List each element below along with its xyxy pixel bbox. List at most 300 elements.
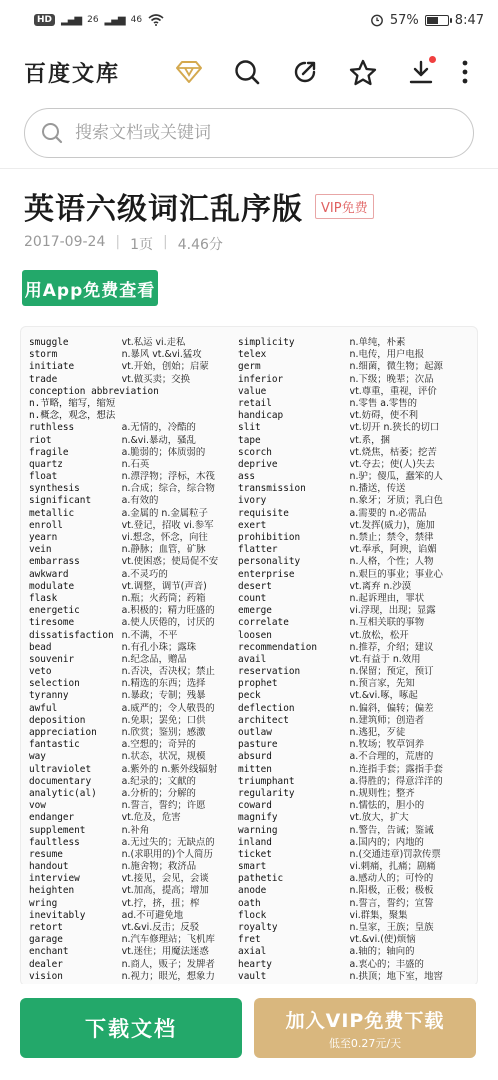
network-2-label: 46: [130, 15, 143, 25]
vocab-word: endanger: [29, 812, 75, 824]
header-divider: [0, 168, 498, 169]
vocab-definition: n.状态，状况，规模: [121, 751, 206, 763]
vocab-definition: n.精选的东西；选择: [121, 678, 206, 690]
vocab-word: resume: [29, 848, 63, 860]
vocab-row: [29, 910, 471, 922]
open-in-app-button[interactable]: 用App免费查看: [22, 270, 158, 306]
vocab-row: [29, 459, 471, 471]
vocab-word: recommendation: [238, 641, 318, 653]
vocab-word: appreciation: [29, 727, 97, 738]
vocab-row: [29, 630, 471, 642]
vocab-row: [29, 386, 471, 398]
notification-dot: [429, 56, 436, 63]
vip-price-label: 低至0.27元/天: [328, 1036, 402, 1050]
vocab-word: quartz: [29, 458, 63, 470]
vocab-word: metallic: [29, 507, 75, 519]
vocab-row: [29, 788, 471, 800]
vocab-definition: n.建筑师；创造者: [349, 714, 425, 726]
vocab-definition: a.无过失的；无缺点的: [121, 836, 215, 848]
vocab-definition: n.逃犯，歹徒: [349, 727, 406, 738]
vocab-definition: n.起诉理由，罪状: [349, 592, 425, 604]
vocab-definition: n.誓言，誓约；宣誓: [349, 897, 434, 909]
vocab-definition: vt.发挥(威力)，施加: [349, 519, 435, 531]
vocab-definition: n.牧场；牧草饲养: [349, 739, 425, 751]
vocab-word: handout: [29, 861, 69, 873]
vocab-word: ass: [238, 471, 255, 483]
vocab-row: [29, 715, 471, 727]
vocab-word: significant: [29, 495, 92, 507]
vocab-definition: a.纪录的；文献的: [121, 775, 196, 787]
vocab-row: [29, 946, 471, 958]
vocab-definition: vt.迷住；用魔法迷惑: [121, 946, 209, 958]
vocab-row: [29, 593, 471, 605]
vocab-word: warning: [238, 824, 278, 836]
document-score: 4.46分: [177, 237, 223, 253]
vocab-word: outlaw: [238, 727, 272, 738]
search-field-icon: [41, 122, 63, 144]
vocab-word: architect: [238, 714, 289, 726]
vocab-row: [29, 873, 471, 885]
vocab-row: [29, 471, 471, 483]
vocab-definition: a.威严的；令人敬畏的: [121, 702, 215, 714]
vocab-word: count: [238, 592, 267, 604]
vocab-word: loosen: [238, 629, 272, 641]
vocab-row: [29, 520, 471, 532]
vocab-word: faultless: [29, 836, 80, 848]
vocab-word: personality: [238, 556, 301, 568]
vocab-word: energetic: [29, 605, 80, 617]
vocab-row: [29, 349, 471, 361]
vocab-word: n.节略，缩写，缩短: [29, 397, 116, 409]
vocab-definition: vt.拧，挤，扭；榨: [121, 897, 200, 909]
vocab-word: awful: [29, 702, 58, 714]
battery-fill: [427, 17, 438, 24]
vocab-definition: vt.使困惑；使局促不安: [121, 556, 219, 568]
vocab-word: transmission: [238, 483, 306, 495]
vocab-definition: vt.开始，创始；启蒙: [121, 361, 209, 373]
star-icon[interactable]: [334, 50, 392, 94]
vocab-word: documentary: [29, 775, 92, 787]
vocab-word: ruthless: [29, 422, 75, 434]
status-right: [370, 13, 484, 28]
vip-diamond-icon[interactable]: [160, 50, 218, 94]
vocab-row: [29, 727, 471, 739]
vocab-definition: vt.接见，会见，会谈: [121, 873, 209, 885]
vocab-definition: n.警告，告诫；鉴诫: [349, 824, 434, 836]
share-icon[interactable]: [276, 50, 334, 94]
vocab-definition: a.需要的 n.必需品: [349, 507, 427, 519]
vocab-definition: a.空想的；奇异的: [121, 739, 196, 751]
vocab-word: telex: [238, 349, 267, 361]
vocab-row: [29, 959, 471, 971]
vocab-word: pasture: [238, 739, 278, 751]
vocab-word: supplement: [29, 824, 86, 836]
vocab-word: dealer: [29, 958, 63, 970]
vocab-word: deposition: [29, 714, 86, 726]
vocab-definition: vt.离弃 n.沙漠: [349, 580, 412, 592]
top-nav: [0, 44, 498, 100]
vocab-word: flatter: [238, 544, 278, 556]
vocab-row: [29, 642, 471, 654]
network-1-label: 26: [87, 15, 99, 25]
vocab-row: [29, 422, 471, 434]
vocab-definition: n.施舍物；救济品: [121, 861, 197, 873]
vocab-row: [29, 374, 471, 386]
vocab-definition: n.漂浮物；浮标，木筏: [121, 471, 215, 483]
meta-separator: |: [163, 234, 168, 250]
vocab-definition: n.懦怯的，胆小的: [349, 800, 425, 812]
battery-percent: 57%: [389, 12, 419, 28]
vocab-definition: n.欣赏；鉴别；感激: [121, 727, 206, 738]
vocab-definition: n.拱顶；地下室，地窖: [349, 970, 443, 982]
vocab-word: handicap: [238, 410, 284, 422]
vocab-word: flask: [29, 592, 58, 604]
vocab-word: flock: [238, 909, 267, 921]
vocab-row: [29, 678, 471, 690]
vocab-definition: vt.妨碍，使不利: [349, 410, 419, 422]
vocab-word: requisite: [238, 507, 289, 519]
vocab-definition: n.&vi.暴动，骚乱: [121, 434, 196, 446]
vocab-definition: n.(交通违章)罚款传票: [349, 848, 441, 860]
vocab-word: enchant: [29, 946, 69, 958]
vocab-word: enroll: [29, 519, 63, 531]
vocab-definition: vt.放松，松开: [349, 629, 409, 641]
vocab-definition: vi.群集，聚集: [349, 909, 408, 921]
vocab-word: triumphant: [238, 775, 295, 787]
search-input[interactable]: [75, 123, 435, 143]
document-meta: [24, 234, 223, 254]
vocab-definition: n.连指手套；露指手套: [349, 763, 443, 775]
alarm-icon: [370, 13, 384, 27]
vocab-word: wring: [29, 897, 58, 909]
vocab-row: [29, 495, 471, 507]
vocab-word: veto: [29, 666, 52, 678]
vocab-word: vein: [29, 544, 52, 556]
vocab-row: [29, 837, 471, 849]
vocab-definition: n.商人，贩子；发牌者: [121, 958, 215, 970]
vocab-word: value: [238, 385, 267, 397]
vocab-word: ivory: [238, 495, 267, 507]
vocab-definition: n.阳极，正极；极板: [349, 885, 434, 897]
vocab-definition: vt.奉承，阿谀，谄媚: [349, 544, 437, 556]
vocab-word: magnify: [238, 812, 278, 824]
meta-separator: |: [115, 234, 121, 250]
vocab-definition: a.不合理的，荒唐的: [349, 751, 434, 763]
download-document-button[interactable]: 下载文档: [20, 998, 242, 1058]
vocab-definition: n.有孔小珠；露珠: [121, 641, 197, 653]
vocab-definition: a.不灵巧的: [121, 568, 168, 580]
vocab-word: prohibition: [238, 532, 301, 543]
vocab-word: regularity: [238, 787, 295, 799]
vocab-row: [29, 885, 471, 897]
vocab-word: absurd: [238, 751, 272, 763]
vocab-word: exert: [238, 519, 267, 531]
vocab-definition: vt.私运 vi.走私: [121, 337, 186, 348]
vocab-word: n.概念，观念，想法: [29, 410, 116, 422]
vocab-row: [29, 776, 471, 788]
vocab-definition: vt.做买卖；交换: [121, 373, 191, 385]
vocab-word: reservation: [238, 666, 301, 678]
nav-icons: [160, 50, 480, 94]
vocab-row: [29, 800, 471, 812]
vocab-definition: a.衷心的；丰盛的: [349, 958, 424, 970]
vocab-word: vision: [29, 970, 63, 982]
vocab-definition: n.暴政；专制；残暴: [121, 690, 206, 702]
vocab-definition: a.无情的，冷酷的: [121, 422, 196, 434]
vocab-word: slit: [238, 422, 261, 434]
vocab-row: [29, 556, 471, 568]
vocab-word: smuggle: [29, 337, 69, 348]
vocab-word: emerge: [238, 605, 272, 617]
vocab-row: [29, 825, 471, 837]
vocab-definition: n.下级；晚辈；次品: [349, 373, 434, 385]
vocab-row: [29, 544, 471, 556]
vocab-definition: vt.&vi.啄，啄起: [349, 690, 418, 702]
vocab-word: retail: [238, 397, 272, 409]
vocab-definition: n.纪念品，赠品: [121, 653, 187, 665]
document-date: 2017-09-24: [24, 234, 106, 250]
vocab-row: [29, 849, 471, 861]
vocab-definition: vt.有益于 n.效用: [349, 653, 421, 665]
vocab-definition: n.播送，传送: [349, 483, 406, 495]
vocab-word: trade: [29, 373, 58, 385]
vocab-word: anode: [238, 885, 267, 897]
vocab-word: inferior: [238, 373, 284, 385]
vocab-definition: n.誓言，誓约；许愿: [121, 800, 206, 812]
vocab-definition: vt.&vi.反击；反驳: [121, 922, 200, 933]
vocab-word: pathetic: [238, 873, 284, 885]
vocab-word: fantastic: [29, 739, 80, 751]
vocab-row: [29, 764, 471, 776]
vocab-word: prophet: [238, 678, 278, 690]
hd-badge: HD: [34, 14, 55, 26]
vocab-definition: n.补角: [121, 824, 150, 836]
vocab-definition: vt.登记，招收 vi.参军: [121, 519, 214, 531]
vocab-word: desert: [238, 580, 272, 592]
vocab-row: [29, 898, 471, 910]
vocab-definition: a.有效的: [121, 495, 159, 507]
vocab-definition: n.规则性；整齐: [349, 787, 415, 799]
vocab-word: storm: [29, 349, 58, 361]
vocab-definition: n.预言家，先知: [349, 678, 415, 690]
search-icon[interactable]: [218, 50, 276, 94]
vocab-row: [29, 739, 471, 751]
vocab-row: [29, 703, 471, 715]
vocab-definition: n.瓶；火药筒；药箱: [121, 592, 206, 604]
vocab-row: [29, 398, 471, 410]
bottom-action-bar: [0, 984, 498, 1080]
vocab-row: [29, 581, 471, 593]
vocab-word: conception abbreviation: [29, 385, 159, 397]
vocab-definition: ad.不可避免地: [121, 909, 184, 921]
vocab-row: [29, 971, 471, 983]
vocab-row: [29, 690, 471, 702]
vocab-word: deprive: [238, 458, 278, 470]
vocab-word: fragile: [29, 446, 69, 458]
signal-1-icon: ▂▄▆: [61, 14, 82, 26]
vocab-definition: vt.&vi.(使)烦恼: [349, 934, 416, 946]
vocab-row: [29, 508, 471, 520]
vocab-word: embarrass: [29, 556, 80, 568]
vocab-definition: n.汽车修理站；飞机库: [121, 934, 215, 946]
vocab-word: axial: [238, 946, 267, 958]
vocab-row: [29, 435, 471, 447]
vocab-definition: n.皇家，王族；皇族: [349, 922, 434, 933]
vocab-row: [29, 654, 471, 666]
vocab-definition: n.视力；眼光，想象力: [121, 970, 215, 982]
vocab-word: ultraviolet: [29, 763, 92, 775]
vocab-row: [29, 922, 471, 934]
vocab-definition: n.免职；罢免；口供: [121, 714, 206, 726]
vocab-definition: n.合成；综合，综合物: [121, 483, 215, 495]
vocab-row: [29, 337, 471, 349]
vocab-word: deflection: [238, 702, 295, 714]
vocab-definition: n.人格，个性；人物: [349, 556, 434, 568]
vocab-definition: vt.系，捆: [349, 434, 390, 446]
vocab-word: initiate: [29, 361, 75, 373]
status-bar: [0, 0, 498, 40]
vocab-word: smart: [238, 861, 267, 873]
vocab-definition: n.不满，不平: [121, 629, 178, 641]
vocab-definition: vt.尊重，重视，评价: [349, 385, 437, 397]
vocab-definition: n.偏斜，偏转；偏差: [349, 702, 434, 714]
vocab-definition: n.禁止；禁令，禁律: [349, 532, 434, 543]
vocab-definition: a.积极的；精力旺盛的: [121, 605, 215, 617]
vocab-word: tape: [238, 434, 261, 446]
vocab-word: peck: [238, 690, 261, 702]
vocab-definition: n.电传，用户电报: [349, 349, 425, 361]
vocab-row: [29, 605, 471, 617]
vocab-word: royalty: [238, 922, 278, 933]
vocab-definition: n.暴风 vt.&vi.猛攻: [121, 349, 202, 361]
vocab-word: correlate: [238, 617, 289, 629]
vocab-row: [29, 666, 471, 678]
vocab-word: interview: [29, 873, 80, 885]
vocab-word: tyranny: [29, 690, 69, 702]
vocab-row: [29, 812, 471, 824]
vocab-definition: a.得胜的；得意洋洋的: [349, 775, 443, 787]
vocab-definition: vi.浮现，出现；显露: [349, 605, 436, 617]
vocab-word: oath: [238, 897, 261, 909]
vocab-definition: vt.夺去；使(人)失去: [349, 458, 435, 470]
vocab-definition: vt.放大，扩大: [349, 812, 409, 824]
vocab-definition: vi.想念，怀念，向往: [121, 532, 208, 543]
vocab-word: heighten: [29, 885, 75, 897]
vocab-row: [29, 483, 471, 495]
vocab-word: souvenir: [29, 653, 75, 665]
more-icon[interactable]: [450, 50, 480, 94]
vocab-definition: n.细菌，微生物；起源: [349, 361, 443, 373]
vocab-word: scorch: [238, 446, 272, 458]
vocab-definition: n.象牙；牙质；乳白色: [349, 495, 443, 507]
vocab-definition: vt.调整，调节(声音): [121, 580, 207, 592]
vocab-definition: n.驴；傻瓜，蠢笨的人: [349, 471, 443, 483]
vocab-definition: a.分析的；分解的: [121, 787, 196, 799]
vocab-word: modulate: [29, 580, 75, 592]
vocab-definition: n.单纯，朴素: [349, 337, 406, 348]
vocab-word: hearty: [238, 958, 272, 970]
vocab-definition: n.否决，否决权；禁止: [121, 666, 215, 678]
vocab-word: way: [29, 751, 46, 763]
vocab-word: vault: [238, 970, 267, 982]
search-bar[interactable]: [24, 108, 474, 158]
vocab-definition: vt.切开 n.狭长的切口: [349, 422, 440, 434]
vocab-row: [29, 410, 471, 422]
vocab-row: [29, 751, 471, 763]
vocab-word: selection: [29, 678, 80, 690]
vocab-definition: a.使人厌倦的，讨厌的: [121, 617, 215, 629]
vocab-definition: n.零售 a.零售的: [349, 397, 418, 409]
vocab-definition: vt.危及，危害: [121, 812, 181, 824]
vocab-word: tiresome: [29, 617, 75, 629]
vocab-word: synthesis: [29, 483, 80, 495]
vocab-definition: n.保留；预定，预订: [349, 666, 434, 678]
vocab-word: ticket: [238, 848, 272, 860]
vocab-word: fret: [238, 934, 261, 946]
vocab-row: [29, 569, 471, 581]
baidu-wenku-logo[interactable]: 百度文库: [24, 61, 121, 87]
vocab-definition: a.紫外的 n.紫外线辐射: [121, 763, 218, 775]
vocab-word: enterprise: [238, 568, 295, 580]
document-preview[interactable]: [20, 326, 478, 986]
vocab-word: germ: [238, 361, 261, 373]
vocab-word: analytic(al): [29, 787, 97, 799]
vocab-row: [29, 361, 471, 373]
signal-2-icon: ▂▄▆: [104, 14, 125, 26]
title-row: [24, 184, 374, 228]
vip-free-badge: VIP免费: [315, 194, 374, 219]
battery-icon: [425, 15, 449, 26]
vocab-word: retort: [29, 922, 63, 933]
vocab-definition: a.感动人的；可怜的: [349, 873, 434, 885]
vocab-word: bead: [29, 641, 52, 653]
vocab-definition: n.互相关联的事物: [349, 617, 425, 629]
vocab-word: inevitably: [29, 909, 86, 921]
download-icon[interactable]: [392, 50, 450, 94]
vocab-word: garage: [29, 934, 63, 946]
vocab-word: awkward: [29, 568, 69, 580]
document-title: 英语六级词汇乱序版: [24, 192, 303, 227]
vocab-word: yearn: [29, 532, 58, 543]
vocab-word: simplicity: [238, 337, 295, 348]
vocab-definition: a.金属的 n.金属粒子: [121, 507, 208, 519]
vocab-definition: vi.刺痛，扎痛；剧痛: [349, 861, 436, 873]
vocab-word: riot: [29, 434, 52, 446]
vocab-row: [29, 861, 471, 873]
vocab-definition: vt.加高，提高；增加: [121, 885, 209, 897]
document-pages: 1页: [130, 237, 154, 253]
vocab-definition: vt.烧焦，枯萎；挖苦: [349, 446, 437, 458]
vocab-word: coward: [238, 800, 272, 812]
vocab-row: [29, 617, 471, 629]
vocab-definition: n.静脉；血管，矿脉: [121, 544, 206, 556]
status-left: [34, 14, 164, 26]
vocab-definition: n.艰巨的事业；事业心: [349, 568, 443, 580]
join-vip-button[interactable]: [254, 998, 476, 1058]
vocab-row: [29, 532, 471, 544]
vocab-definition: n.(求职用的)个人简历: [121, 848, 213, 860]
vocab-word: dissatisfaction: [29, 629, 114, 641]
vocab-word: vow: [29, 800, 46, 812]
vocab-definition: a.脆弱的；体质弱的: [121, 446, 206, 458]
wifi-icon: [148, 14, 164, 26]
vocab-word: inland: [238, 836, 272, 848]
vocab-definition: a.轴的；轴向的: [349, 946, 415, 958]
clock: 8:47: [454, 12, 484, 28]
vocab-definition: a.国内的；内地的: [349, 836, 424, 848]
vocab-word: float: [29, 471, 58, 483]
vocab-definition: n.推荐，介绍；建议: [349, 641, 434, 653]
